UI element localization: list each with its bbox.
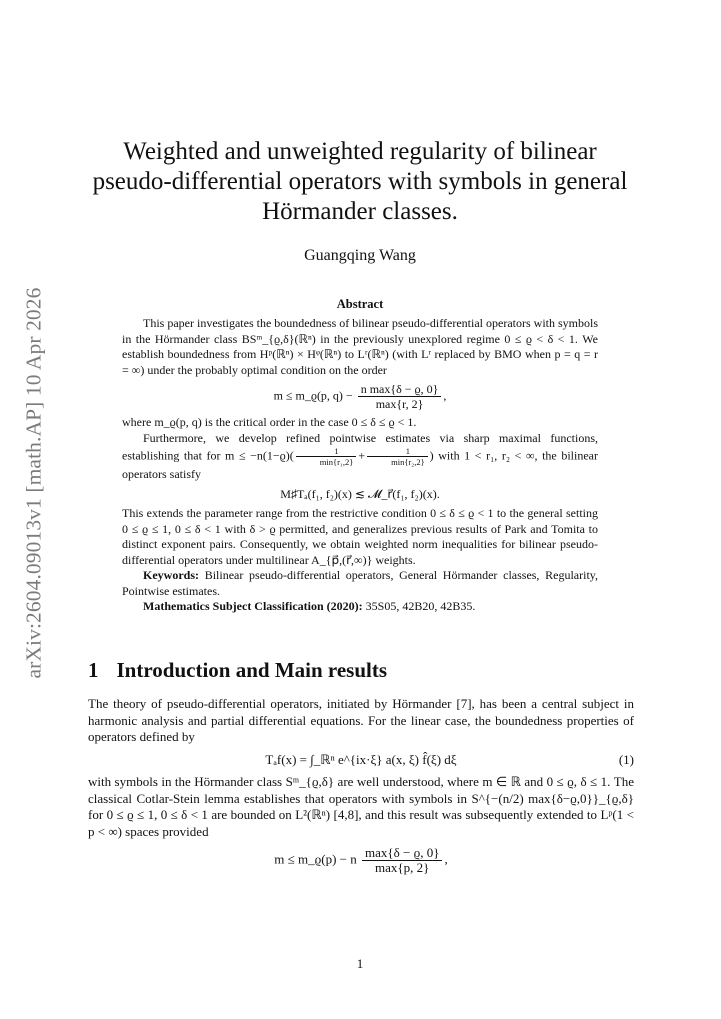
- keywords-label: Keywords:: [143, 568, 199, 582]
- arxiv-stamp: [14, 288, 54, 678]
- section-number: 1: [88, 658, 99, 682]
- intro-eq2-lhs: m ≤ m_ϱ(p) − n: [274, 851, 357, 867]
- intro-eq1-text: Tₐf(x) = ∫_ℝⁿ e^{ix·ξ} a(x, ξ) f̂(ξ) dξ: [265, 751, 457, 767]
- abstract-paragraph-2: where m_ϱ(p, q) is the critical order in the case 0 ≤ δ ≤ ϱ < 1.: [122, 415, 417, 429]
- intro-paragraph-1: The theory of pseudo-differential operators, initiated by Hörmander [7], has been a central subject in harmonic analysis and partial differential equations. For the linear case, the boundedness properties of operators defined by: [88, 696, 634, 744]
- eq1-fraction: [358, 382, 442, 411]
- p3-frac1-den: min{r₁,2}: [319, 457, 354, 467]
- intro-eq1-number: (1): [618, 751, 634, 767]
- msc-line: [122, 599, 598, 615]
- abstract-equation-1: [122, 382, 598, 411]
- p3-plus: +: [358, 448, 366, 463]
- p3-frac1-num: 1: [296, 446, 357, 457]
- intro-eq2-numerator: max{δ − ϱ, 0}: [362, 846, 442, 861]
- p3-start: Furthermore, we develop refined pointwise estimates via sharp maximal functions, establishing that for m ≤ −n(1−ϱ)(: [122, 430, 598, 463]
- intro-equation-1: [88, 752, 634, 769]
- keywords-text: Bilinear pseudo-differential operators, General Hörmander classes, Regularity, Pointwise estimates.: [122, 568, 598, 598]
- abstract-heading: Abstract: [336, 297, 384, 311]
- keywords-line: [122, 568, 598, 599]
- author-name: Guangqing Wang: [304, 247, 416, 264]
- intro-eq2-fraction: [362, 846, 442, 875]
- section-title: Introduction and Main results: [116, 658, 388, 682]
- p3-frac2-den: min{r₂,2}: [391, 457, 425, 467]
- p3-fraction-2: [367, 446, 428, 467]
- abstract-paragraph-1: This paper investigates the boundedness of bilinear pseudo-differential operators with symbols in the Hörmander class BSᵐ_{ϱ,δ}(ℝⁿ) in the previously unexplored regime 0 ≤ ϱ < δ < 1. We establish boundedness from Hᵖ(ℝⁿ) × Hᵠ(ℝⁿ) to Lʳ(ℝⁿ) (with Lʳ replaced by BMO when p = q = r = ∞) under the probably optimal condition on the order: [122, 316, 599, 377]
- eq1-denominator: max{r, 2}: [375, 397, 424, 411]
- intro-eq2-denominator: max{p, 2}: [375, 860, 430, 875]
- msc-label: Mathematics Subject Classification (2020):: [143, 599, 363, 613]
- intro-equation-2: [88, 846, 634, 875]
- abstract-paragraph-3: [122, 431, 598, 483]
- section-heading: [88, 658, 387, 683]
- intro-paragraph-2: with symbols in the Hörmander class Sᵐ_{ϱ,δ} are well understood, where m ∈ ℝ and 0 ≤ ϱ, δ ≤ 1. The classical Cotlar-Stein lemma establishes that operators with symbols in S^{−(n/2) max{δ−ϱ,0}}_{ϱ,δ} for 0 ≤ ϱ ≤ 1, 0 ≤ δ < 1 are bounded on L²(ℝⁿ) [4,8], and this result was subsequently extended to Lᵖ(1 < p < ∞) spaces provided: [88, 774, 634, 839]
- eq1-lhs: m ≤ m_ϱ(p, q) −: [273, 388, 353, 403]
- msc-text: 35S05, 42B20, 42B35.: [365, 599, 476, 613]
- arxiv-stamp-text: arXiv:2604.09013v1 [math.AP] 10 Apr 2026: [21, 287, 46, 679]
- p3-end: ) with 1 < r₁, r₂ < ∞, the bilinear operators satisfy: [122, 448, 598, 481]
- abstract-body: [122, 316, 598, 615]
- eq1-tail: ,: [443, 388, 447, 403]
- p3-fraction-1: [296, 446, 357, 467]
- intro-eq2-tail: ,: [444, 851, 448, 867]
- intro-body: [88, 696, 634, 881]
- p3-frac2-num: 1: [367, 446, 428, 457]
- page-number: 1: [356, 956, 364, 971]
- paper-title: Weighted and unweighted regularity of bilinear pseudo-differential operators with symbols in general Hörmander classes.: [92, 138, 628, 225]
- eq1-numerator: n max{δ − ϱ, 0}: [358, 382, 442, 397]
- abstract-equation-2: M♯Tₐ(f₁, f₂)(x) ≲ 𝓜_r⃗(f₁, f₂)(x).: [280, 486, 440, 501]
- abstract-paragraph-4: This extends the parameter range from the restrictive condition 0 ≤ δ ≤ ϱ < 1 to the general setting 0 ≤ ϱ ≤ 1, 0 ≤ δ < 1 with δ > ϱ permitted, and generalizes previous results of Park and Tomita to distinct exponent pairs. Consequently, we obtain weighted norm inequalities for bilinear pseudo-differential operators under multilinear A_{p⃗,(r⃗,∞)} weights.: [122, 506, 598, 567]
